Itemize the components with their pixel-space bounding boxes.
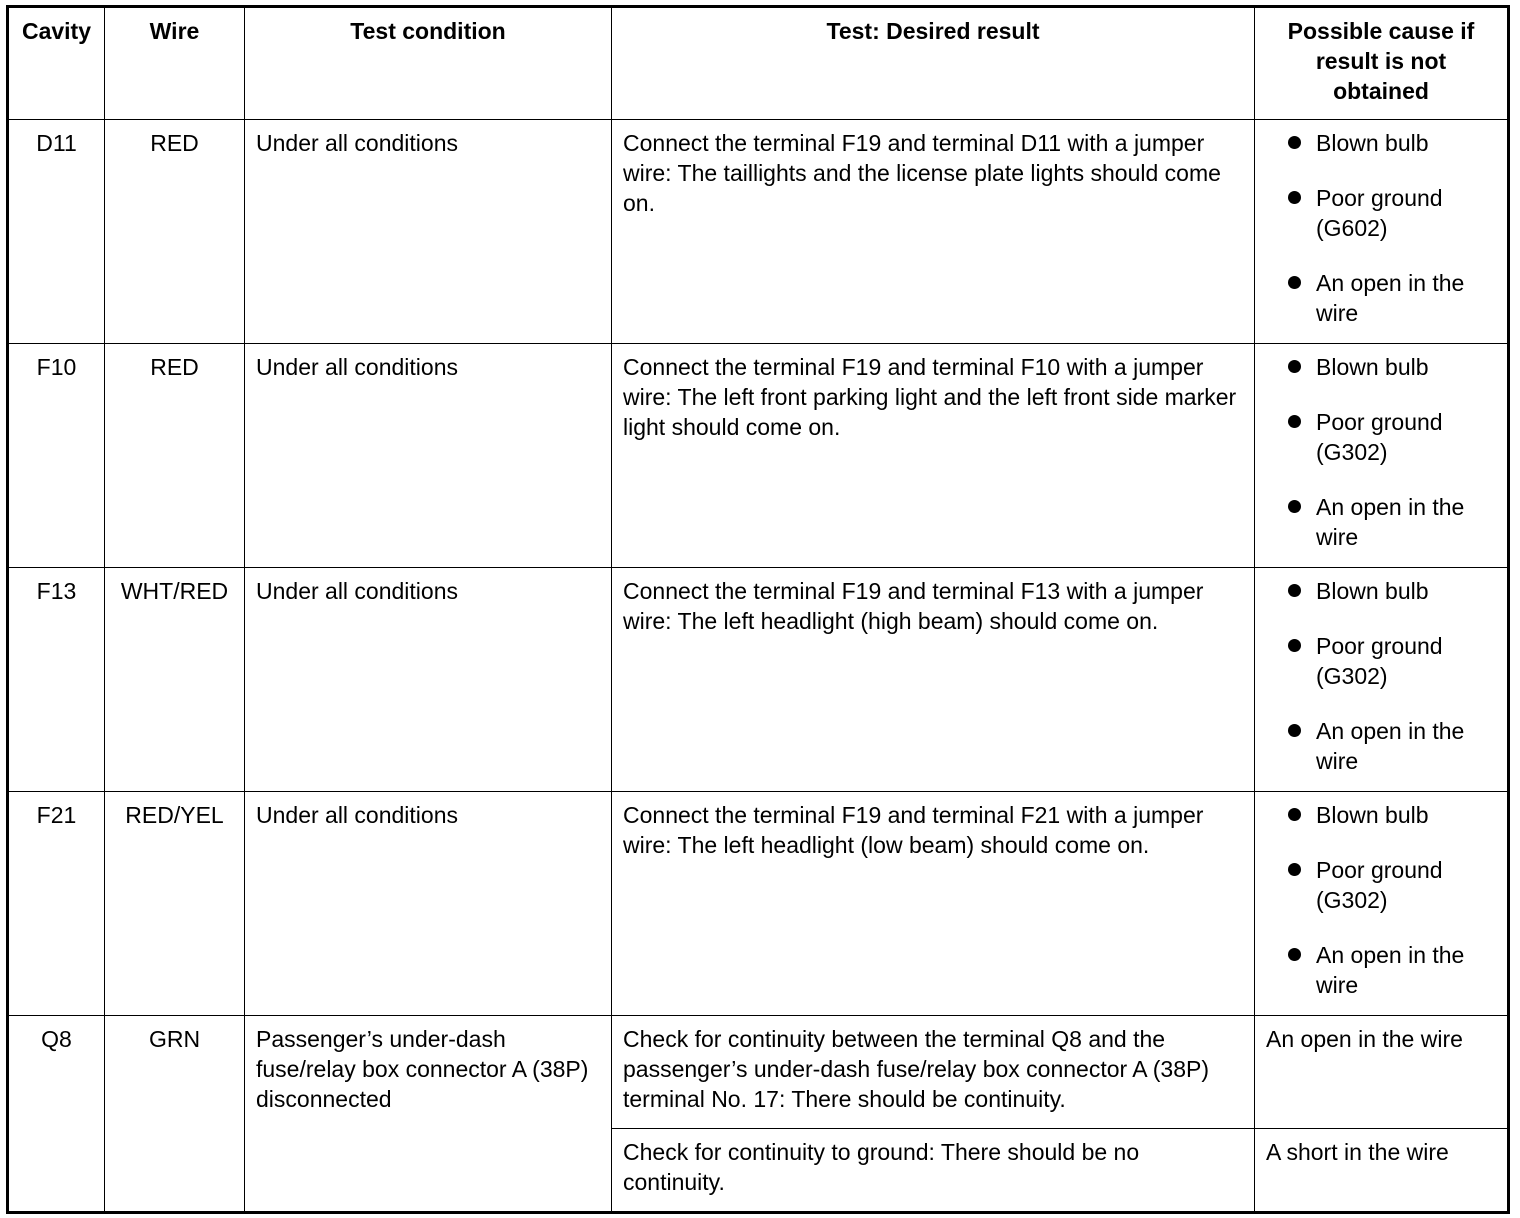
- cause-list: [1266, 352, 1496, 552]
- cause-text: Poor ground (G302): [1316, 857, 1443, 913]
- diagnostic-table: [6, 5, 1510, 1214]
- cause-list: [1266, 576, 1496, 776]
- bullet-icon: [1288, 948, 1301, 961]
- table-row: [8, 120, 1509, 344]
- bullet-icon: [1288, 191, 1301, 204]
- cause-item: [1266, 855, 1496, 915]
- header-wire: Wire: [105, 7, 245, 120]
- cause-cell: [1255, 568, 1509, 792]
- cause-item: [1266, 940, 1496, 1000]
- cause-item: [1266, 268, 1496, 328]
- wire-cell: RED: [105, 120, 245, 344]
- header-cavity: Cavity: [8, 7, 105, 120]
- bullet-icon: [1288, 724, 1301, 737]
- table-row: [8, 1016, 1509, 1129]
- cause-text: Blown bulb: [1316, 130, 1429, 156]
- wire-cell: RED: [105, 344, 245, 568]
- cause-item: [1266, 800, 1496, 830]
- bullet-icon: [1288, 639, 1301, 652]
- header-test-condition: Test condition: [245, 7, 612, 120]
- result-cell: Check for continuity to ground: There should be no continuity.: [612, 1129, 1255, 1213]
- condition-cell: Passenger’s under-dash fuse/relay box connector A (38P) disconnected: [245, 1016, 612, 1213]
- cause-cell: [1255, 120, 1509, 344]
- cause-text: Poor ground (G302): [1316, 409, 1443, 465]
- cause-cell: A short in the wire: [1255, 1129, 1509, 1213]
- cause-item: [1266, 128, 1496, 158]
- cause-text: Poor ground (G602): [1316, 185, 1443, 241]
- cause-item: [1266, 631, 1496, 691]
- table-row: [8, 344, 1509, 568]
- header-possible-cause: Possible cause if result is not obtained: [1255, 7, 1509, 120]
- table-row: [8, 792, 1509, 1016]
- cause-text: An open in the wire: [1316, 718, 1465, 774]
- cause-item: [1266, 576, 1496, 606]
- wire-cell: GRN: [105, 1016, 245, 1213]
- cause-cell: [1255, 792, 1509, 1016]
- cavity-cell: D11: [8, 120, 105, 344]
- wire-cell: RED/YEL: [105, 792, 245, 1016]
- bullet-icon: [1288, 136, 1301, 149]
- cause-item: [1266, 183, 1496, 243]
- header-row: [8, 7, 1509, 120]
- bullet-icon: [1288, 863, 1301, 876]
- bullet-icon: [1288, 360, 1301, 373]
- cavity-cell: F13: [8, 568, 105, 792]
- cause-cell: An open in the wire: [1255, 1016, 1509, 1129]
- cause-item: [1266, 352, 1496, 382]
- cause-text: Poor ground (G302): [1316, 633, 1443, 689]
- cavity-cell: F21: [8, 792, 105, 1016]
- cause-cell: [1255, 344, 1509, 568]
- cavity-cell: Q8: [8, 1016, 105, 1213]
- bullet-icon: [1288, 276, 1301, 289]
- cause-list: [1266, 128, 1496, 328]
- condition-cell: Under all conditions: [245, 568, 612, 792]
- table-row: [8, 568, 1509, 792]
- cavity-cell: F10: [8, 344, 105, 568]
- cause-item: [1266, 407, 1496, 467]
- wire-cell: WHT/RED: [105, 568, 245, 792]
- bullet-icon: [1288, 584, 1301, 597]
- cause-text: Blown bulb: [1316, 354, 1429, 380]
- cause-item: [1266, 492, 1496, 552]
- condition-cell: Under all conditions: [245, 792, 612, 1016]
- cause-text: Blown bulb: [1316, 802, 1429, 828]
- bullet-icon: [1288, 415, 1301, 428]
- cause-text: An open in the wire: [1316, 494, 1465, 550]
- cause-text: An open in the wire: [1316, 942, 1465, 998]
- cause-item: [1266, 716, 1496, 776]
- bullet-icon: [1288, 808, 1301, 821]
- result-cell: Connect the terminal F19 and terminal F13 with a jumper wire: The left headlight (high beam) should come on.: [612, 568, 1255, 792]
- condition-cell: Under all conditions: [245, 120, 612, 344]
- result-cell: Connect the terminal F19 and terminal F10 with a jumper wire: The left front parking light and the left front side marker light should come on.: [612, 344, 1255, 568]
- bullet-icon: [1288, 500, 1301, 513]
- result-cell: Connect the terminal F19 and terminal F21 with a jumper wire: The left headlight (low beam) should come on.: [612, 792, 1255, 1016]
- header-desired-result: Test: Desired result: [612, 7, 1255, 120]
- result-cell: Connect the terminal F19 and terminal D11 with a jumper wire: The taillights and the license plate lights should come on.: [612, 120, 1255, 344]
- result-cell: Check for continuity between the terminal Q8 and the passenger’s under-dash fuse/relay box connector A (38P) terminal No. 17: There should be continuity.: [612, 1016, 1255, 1129]
- condition-cell: Under all conditions: [245, 344, 612, 568]
- cause-text: Blown bulb: [1316, 578, 1429, 604]
- cause-text: An open in the wire: [1316, 270, 1465, 326]
- cause-list: [1266, 800, 1496, 1000]
